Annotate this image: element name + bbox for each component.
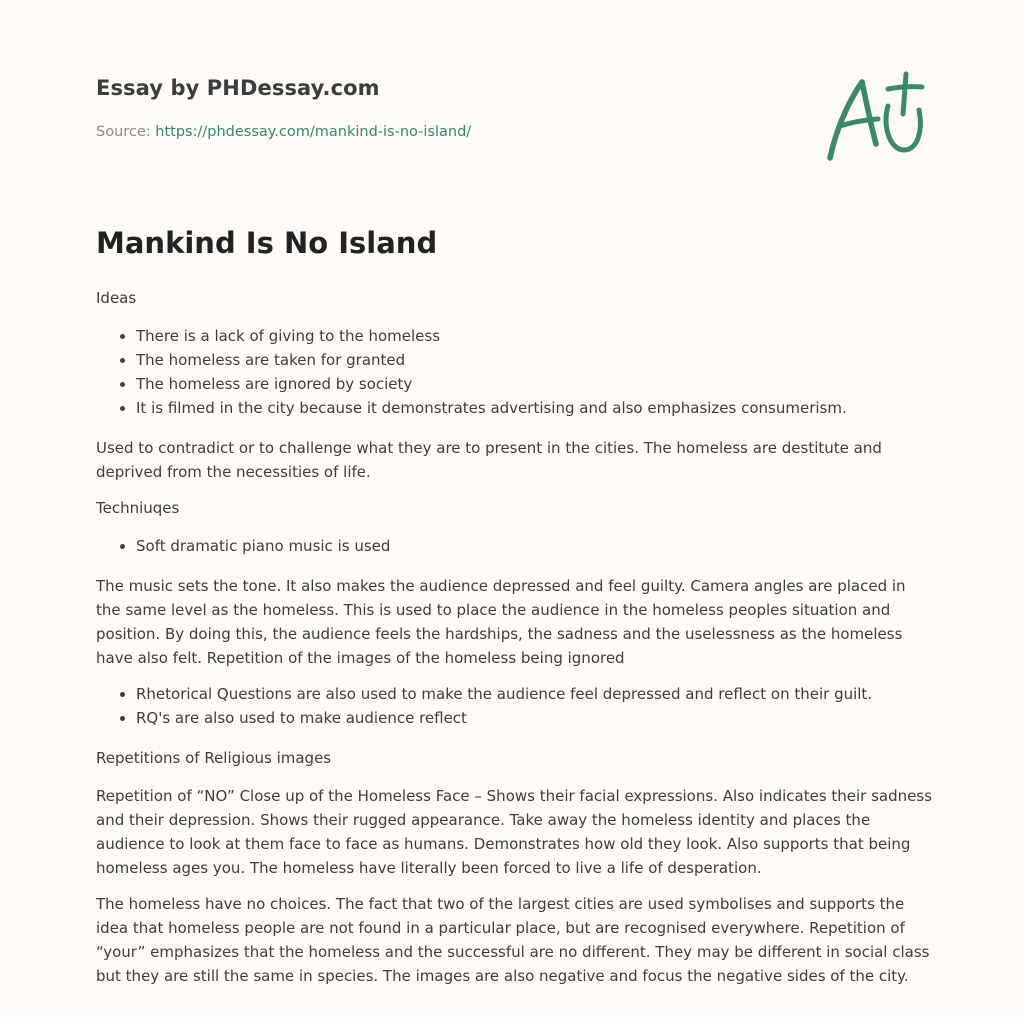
paragraph: Repetition of “NO” Close up of the Homeless Face – Shows their facial expressions. Also indicates their sadness and their depression. Shows their rugged appearance. Take away the homeless identity and places the audience to look at them face to face as humans. Demonstrates how old they look. Also supports that being homeless ages you. The homeless have literally been forced to live a life of desperation. xyxy=(96,787,933,877)
list-item: • The homeless are ignored by society xyxy=(136,372,932,396)
paragraph: The homeless have no choices. The fact that two of the largest cities are used symbolises and supports the idea that homeless people are not found in a particular place, but are recognised everywhere. Repetition of “your” emphasizes that the homeless and the successful are no different. They may be different in social class but they are still the same in species. The images are also negative and focus the negative sides of the city. xyxy=(96,895,930,985)
list-item: • RQ's are also used to make audience reflect xyxy=(136,706,932,730)
list-item: • Rhetorical Questions are also used to make the audience feel depressed and reflect on their guilt. xyxy=(136,682,932,706)
essay-body xyxy=(96,286,932,1000)
paragraph: Used to contradict or to challenge what they are to present in the cities. The homeless are destitute and deprived from the necessities of life. xyxy=(96,439,882,481)
essay-title: Mankind Is No Island xyxy=(96,226,438,260)
religious-heading: Repetitions of Religious images xyxy=(96,749,332,767)
source-label: Source: xyxy=(96,124,151,140)
techniques-heading: Techniuqes xyxy=(96,499,180,517)
rhetorical-list xyxy=(96,682,932,730)
list-item: • The homeless are taken for granted xyxy=(136,348,932,372)
techniques-list xyxy=(96,534,932,558)
ideas-heading: Ideas xyxy=(96,289,137,307)
list-item: • Soft dramatic piano music is used xyxy=(136,534,932,558)
ideas-list xyxy=(96,324,932,420)
paragraph: The music sets the tone. It also makes the audience depressed and feel guilty. Camera angles are placed in the same level as the homeless. This is used to place the audience in the homeless peoples situation and position. By doing this, the audience feels the hardships, the sadness and the uselessness as the homeless have also felt. Repetition of the images of the homeless being ignored xyxy=(96,577,906,667)
source-link[interactable]: https://phdessay.com/mankind-is-no-island/ xyxy=(155,124,472,140)
brand-title: Essay by PHDessay.com xyxy=(96,76,380,100)
list-item: • There is a lack of giving to the homeless xyxy=(136,324,932,348)
source-line xyxy=(96,124,471,140)
a-plus-logo-icon xyxy=(826,70,926,162)
list-item: • It is filmed in the city because it demonstrates advertising and also emphasizes consumerism. xyxy=(136,396,932,420)
